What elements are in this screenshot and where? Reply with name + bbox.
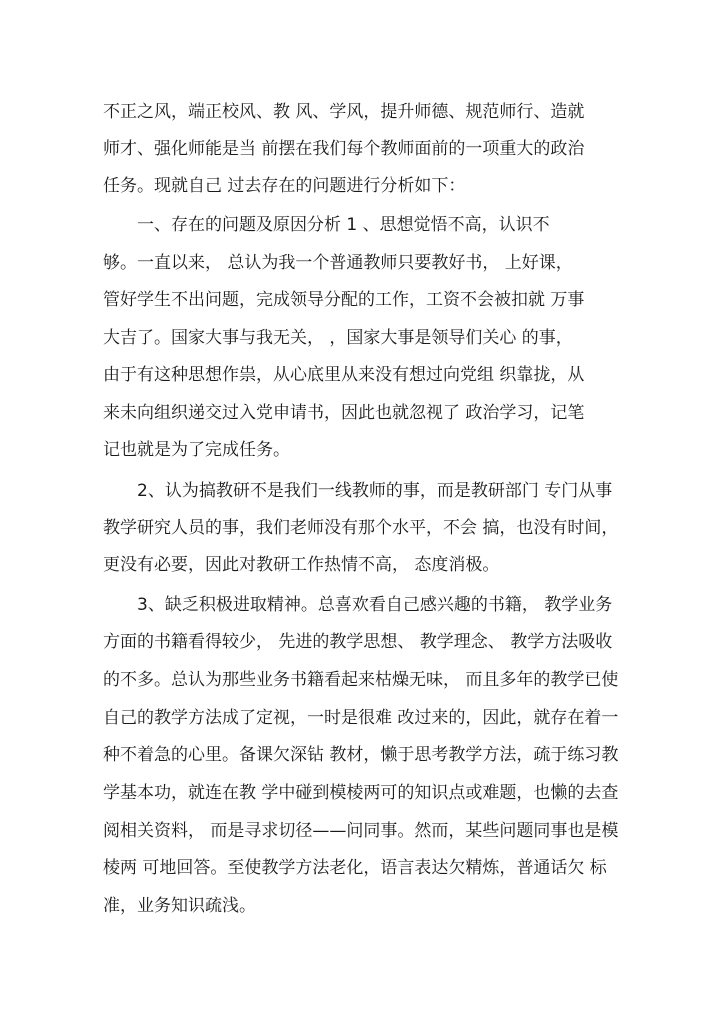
paragraph-3-line-8: 棱两 可地回答。至使教学方法老化，语言表达欠精炼，普通话欠 标	[103, 858, 607, 878]
paragraph-1-line-6: 来未向组织递交过入党申请书，因此也就忽视了 政治学习，记笔	[103, 403, 585, 423]
text-line-3: 任务。现就自己 过去存在的问题进行分析如下：	[103, 176, 466, 196]
text-line-2: 师才、强化师能是当 前摆在我们每个教师面前的一项重大的政治	[103, 139, 585, 159]
paragraph-3-line-9: 准，业务知识疏浅。	[103, 896, 256, 916]
paragraph-1-line-3: 管好学生不出问题，完成领导分配的工作，工资不会被扣就 万事	[103, 290, 585, 310]
paragraph-2-line-1: 2、认为搞教研不是我们一线教师的事，而是教研部门 专门从事	[137, 481, 613, 501]
paragraph-3-line-7: 阅相关资料， 而是寻求切径——问同事。然而，某些问题同事也是模	[103, 821, 619, 841]
paragraph-2-line-2: 教学研究人员的事，我们老师没有那个水平，不会 搞，也没有时间，	[103, 518, 619, 538]
paragraph-3-line-3: 的不多。总认为那些业务书籍看起来枯燥无味， 而且多年的教学已使	[103, 670, 619, 690]
text-line-1: 不正之风，端正校风、教 风、学风，提升师德、规范师行、造就	[103, 102, 585, 122]
paragraph-3-line-4: 自己的教学方法成了定视，一时是很难 改过来的，因此，就存在着一	[103, 708, 619, 728]
paragraph-1-line-1: 一、存在的问题及原因分析 1 、思想觉悟不高，认识不	[137, 215, 550, 235]
paragraph-3-line-5: 种不着急的心里。备课欠深钻 教材，懒于思考教学方法，疏于练习教	[103, 745, 619, 765]
paragraph-3-line-2: 方面的书籍看得较少， 先进的教学思想、 教学理念、 教学方法吸收	[103, 632, 613, 652]
paragraph-1-line-7: 记也就是为了完成任务。	[103, 440, 290, 460]
paragraph-2-line-3: 更没有必要，因此对教研工作热情不高， 态度消极。	[103, 555, 500, 575]
paragraph-3-line-1: 3、缺乏积极进取精神。总喜欢看自己感兴趣的书籍， 教学业务	[137, 595, 613, 615]
paragraph-3-line-6: 学基本功，就连在教 学中碰到模棱两可的知识点或难题，也懒的去查	[103, 783, 619, 803]
paragraph-1-line-5: 由于有这种思想作祟，从心底里从来没有想过向党组 织靠拢，从	[103, 365, 585, 385]
paragraph-1-line-2: 够。一直以来， 总认为我一个普通教师只要教好书， 上好课，	[103, 253, 573, 273]
paragraph-1-line-4: 大吉了。国家大事与我无关， ，国家大事是领导们关心 的事，	[103, 328, 573, 348]
